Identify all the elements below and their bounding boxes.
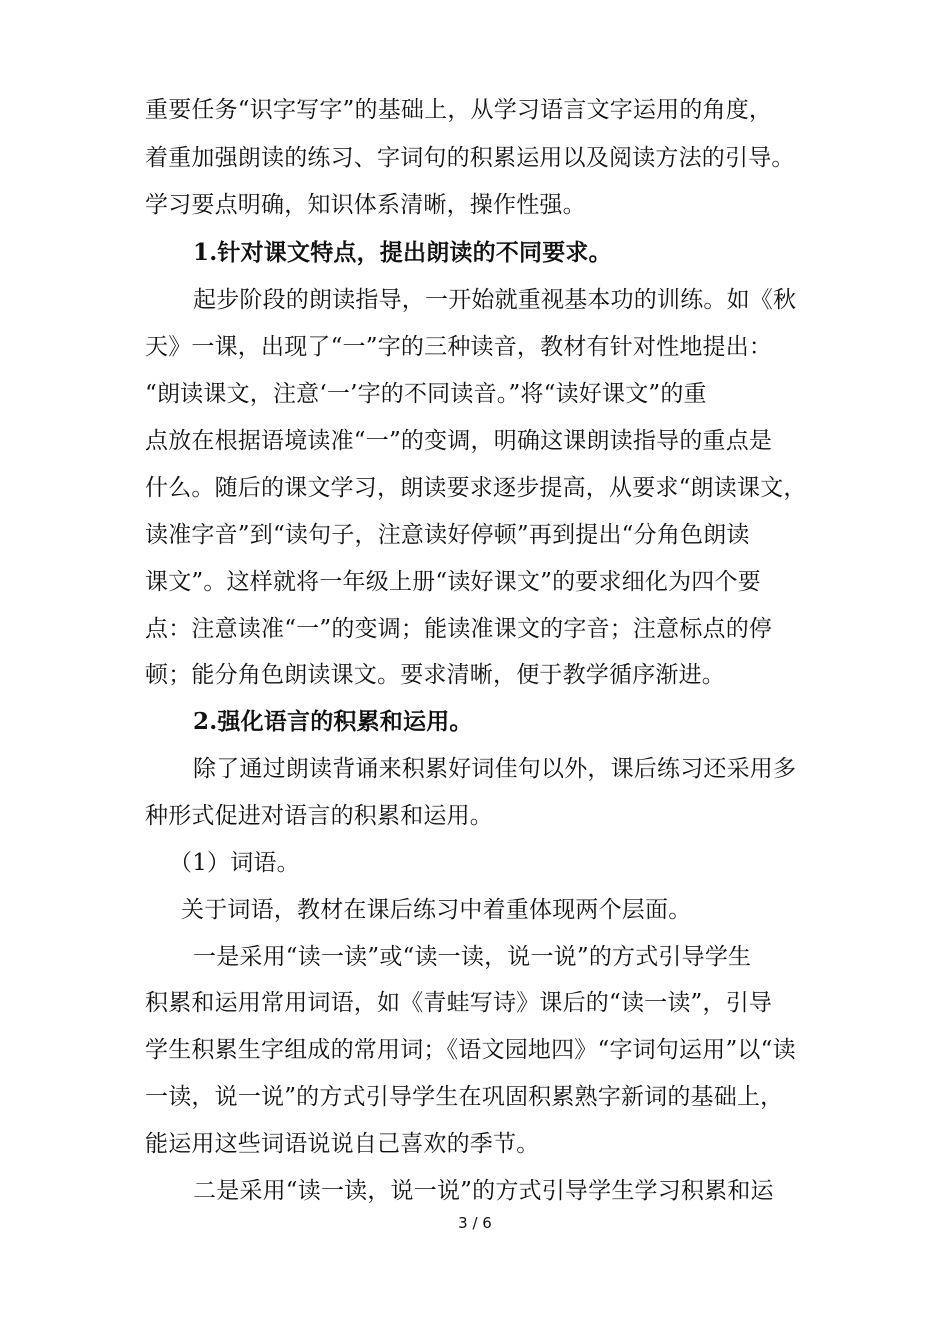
paragraph-line: “朗读课文，注意‘一’字的不同读音。”将“读好课文”的重: [145, 381, 707, 407]
paragraph-line: 天》一课，出现了“一”字的三种读音，教材有针对性地提出：: [145, 334, 773, 360]
section-heading: 1.针对课文特点，提出朗读的不同要求。: [193, 239, 612, 266]
section-heading: 2.强化语言的积累和运用。: [193, 708, 473, 735]
paragraph-line: 学习要点明确，知识体系清晰，操作性强。: [145, 192, 586, 218]
paragraph-line: 一是采用“读一读”或“读一读，说一说”的方式引导学生: [193, 944, 752, 970]
subheading: （1）词语。: [169, 850, 300, 876]
paragraph-line: 二是采用“读一读，说一说”的方式引导学生学习积累和运: [193, 1178, 774, 1204]
paragraph-line: 关于词语，教材在课后练习中着重体现两个层面。: [181, 897, 692, 923]
paragraph-line: 能运用这些词语说说自己喜欢的季节。: [145, 1131, 540, 1157]
paragraph-line: 学生积累生字组成的常用词；《语文园地四》“字词句运用”以“读: [145, 1037, 796, 1063]
paragraph-line: 什么。随后的课文学习，朗读要求逐步提高，从要求“朗读课文，: [145, 475, 807, 501]
paragraph-line: 读准字音”到“读句子，注意读好停顿”再到提出“分角色朗读: [145, 522, 750, 548]
page-number: 3 / 6: [458, 1214, 492, 1232]
paragraph-line: 顿；能分角色朗读课文。要求清晰，便于教学循序渐进。: [145, 662, 725, 688]
paragraph-line: 点：注意读准“一”的变调；能读准课文的字音；注意标点的停: [145, 616, 773, 642]
paragraph-line: 积累和运用常用词语，如《青蛙写诗》课后的“读一读”，引导: [145, 990, 773, 1016]
paragraph-line: 重要任务“识字写字”的基础上，从学习语言文字运用的角度，: [145, 97, 773, 123]
paragraph-line: 点放在根据语境读准“一”的变调，明确这课朗读指导的重点是: [145, 428, 773, 454]
paragraph-line: 起步阶段的朗读指导，一开始就重视基本功的训练。如《秋: [193, 287, 797, 313]
paragraph-line: 着重加强朗读的练习、字词句的积累运用以及阅读方法的引导。: [145, 145, 795, 171]
paragraph-line: 一读，说一说”的方式引导学生在巩固积累熟字新词的基础上，: [145, 1084, 784, 1110]
paragraph-line: 课文”。这样就将一年级上册“读好课文”的要求细化为四个要: [145, 569, 761, 595]
paragraph-line: 除了通过朗读背诵来积累好词佳句以外，课后练习还采用多: [193, 756, 797, 782]
paragraph-line: 种形式促进对语言的积累和运用。: [145, 803, 493, 829]
